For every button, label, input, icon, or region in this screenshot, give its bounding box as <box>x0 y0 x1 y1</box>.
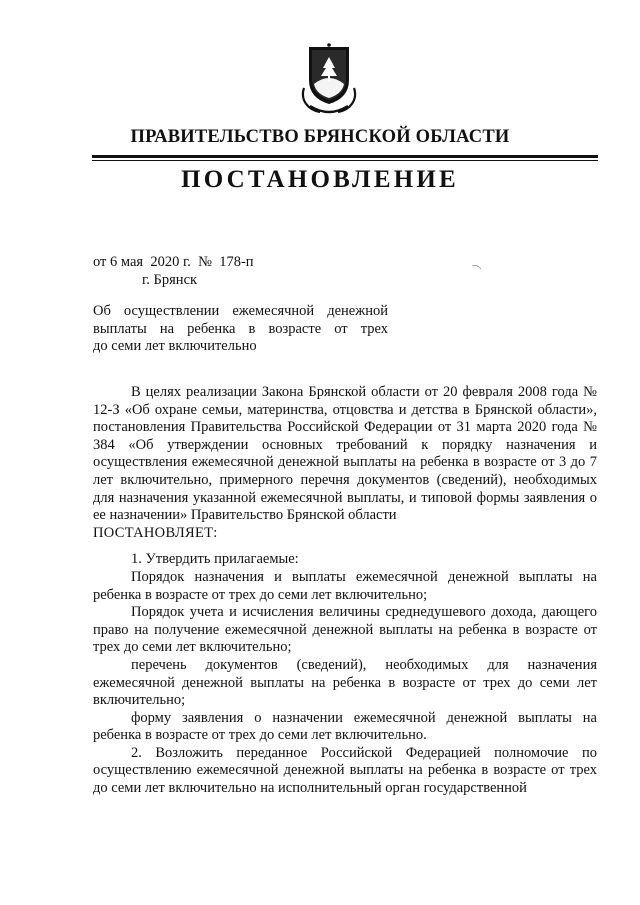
subject-line: до семи лет включительно <box>93 338 257 354</box>
item-1-a-paragraph: Порядок назначения и выплаты ежемесячной денежной выплаты на ребенка в возрасте от трех до семи лет включительно; <box>93 568 597 603</box>
city-line: г. Брянск <box>142 272 198 288</box>
coat-of-arms-icon <box>298 42 360 116</box>
subject-line: выплаты на ребенка в возрасте от трех <box>93 320 388 337</box>
government-title: ПРАВИТЕЛЬСТВО БРЯНСКОЙ ОБЛАСТИ <box>130 127 510 147</box>
document-type-title: ПОСТАНОВЛЕНИЕ <box>181 166 459 193</box>
scan-speck <box>470 263 484 273</box>
item-1-d-paragraph: форму заявления о назначении ежемесячной денежной выплаты на ребенка в возрасте от трех до семи лет включительно. <box>93 709 597 744</box>
decree-word: ПОСТАНОВЛЯЕТ: <box>93 524 218 541</box>
item-1-c-paragraph: перечень документов (сведений), необходимых для назначения ежемесячной денежной выплаты на ребенка в возрасте от трех до семи лет включительно; <box>93 656 597 709</box>
document-body <box>93 384 597 798</box>
item-1-paragraph: 1. Утвердить прилагаемые: <box>131 551 299 568</box>
date-number-line: от 6 мая 2020 г. № 178-п <box>93 254 254 270</box>
item-2-paragraph: 2. Возложить переданное Российской Федерацией полномочие по осуществлению ежемесячной денежной выплаты на ребенка в возрасте от трех до семи лет включительно на исполнительный орган государственной <box>93 744 597 797</box>
header-divider-thick <box>92 155 598 158</box>
document-subject <box>93 303 388 356</box>
item-1-b-paragraph: Порядок учета и исчисления величины среднедушевого дохода, дающего право на получение ежемесячной денежной выплаты на ребенка в возрасте от трех до семи лет включительно; <box>93 604 597 656</box>
header-divider-thin <box>92 160 598 161</box>
preamble-paragraph: В целях реализации Закона Брянской области от 20 февраля 2008 года № 12-З «Об охране семьи, материнства, отцовства и детства в Брянской области», постановления Правительства Российской Федерации от 31 марта 2020 года № 384 «Об утверждении основных требований к порядку назначения и осуществления ежемесячной денежной выплаты на ребенка в возрасте от 3 до 7 лет включительно, примерного перечня документов (сведений), необходимых для назначения указанной ежемесячной выплаты, и типовой формы заявления о ее назначении» Правительство Брянской области <box>93 384 597 524</box>
subject-line: Об осуществлении ежемесячной денежной <box>93 303 388 319</box>
